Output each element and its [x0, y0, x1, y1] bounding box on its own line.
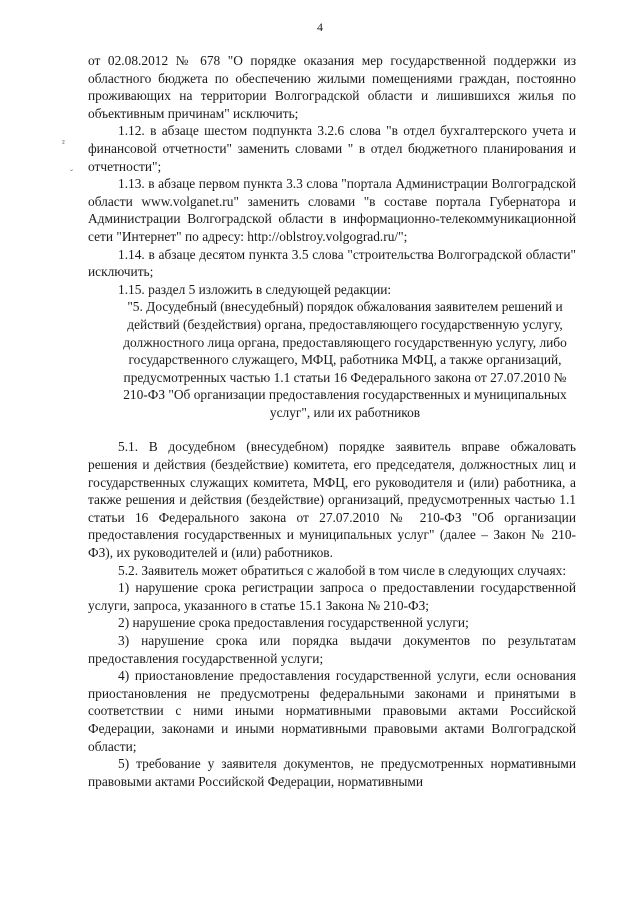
paragraph: 5.1. В досудебном (внесудебном) порядке заявитель вправе обжаловать решения и действия (бездействие) комитета, его председателя, должностных лиц и государственных служащих комитета, МФЦ, его руководителя и (или) работника, а также решения и действия (бездействие) организаций, предусмотренных частью 1.1 статьи 16 Федерального закона от 27.07.2010 № 210-ФЗ "Об организации предоставления государственных и муниципальных услуг" (далее – Закон № 210-ФЗ), их руководителей и (или) работников. [88, 439, 576, 561]
page-number: 4 [317, 20, 323, 34]
margin-mark: ² [62, 138, 65, 148]
paragraph: 1.15. раздел 5 изложить в следующей редакции: [118, 281, 392, 297]
document-body [88, 52, 576, 790]
list-item: 4) приостановление предоставления государственной услуги, если основания приостановления не предусмотрены федеральными законами и принятыми в соответствии с ними иными нормативными правовыми актами Российской Федерации, законами и иными нормативными правовыми актами Волгоградской области; [88, 668, 576, 754]
list-item: 1) нарушение срока регистрации запроса о предоставлении государственной услуги, запроса, указанного в статье 15.1 Закона № 210-ФЗ; [88, 580, 576, 613]
list-item: 2) нарушение срока предоставления государственной услуги; [118, 615, 469, 631]
paragraph: 1.13. в абзаце первом пункта 3.3 слова "портала Администрации Волгоградской области www.volganet.ru" заменить словами "в составе портала Губернатора и Администрации Волгоградской области в информационно-телекоммуникационной сети "Интернет" по адресу: http://oblstroy.volgograd.ru/"; [88, 176, 576, 244]
paragraph: 1.12. в абзаце шестом подпункта 3.2.6 слова "в отдел бухгалтерского учета и финансовой отчетности" заменить словами " в отдел бюджетного планирования и отчетности"; [88, 123, 576, 174]
paragraph: 5.2. Заявитель может обратиться с жалобой в том числе в следующих случаях: [118, 562, 567, 578]
paragraph: от 02.08.2012 № 678 "О порядке оказания мер государственной поддержки из областного бюджета по обеспечению жилыми помещениями граждан, постоянно проживающих на территории Волгоградской области и лишившихся жилья по объективным причинам" исключить; [88, 53, 576, 121]
list-item: 5) требование у заявителя документов, не предусмотренных нормативными правовыми актами Российской Федерации, нормативными [88, 756, 576, 789]
margin-mark: ˘ [70, 168, 73, 178]
list-item: 3) нарушение срока или порядка выдачи документов по результатам предоставления государственной услуги; [88, 633, 576, 666]
section-heading: "5. Досудебный (внесудебный) порядок обжалования заявителем решений и действий (бездействия) органа, предоставляющего государственную услугу, должностного лица органа, предоставляющего государственную услугу, либо государственного служащего, МФЦ, работника МФЦ, а также организаций, предусмотренных частью 1.1 статьи 16 Федерального закона от 27.07.2010 № 210-ФЗ "Об организации предоставления государственных и муниципальных услуг", или их работников [123, 299, 567, 420]
paragraph: 1.14. в абзаце десятом пункта 3.5 слова "строительства Волгоградской области" исключить; [88, 246, 576, 280]
